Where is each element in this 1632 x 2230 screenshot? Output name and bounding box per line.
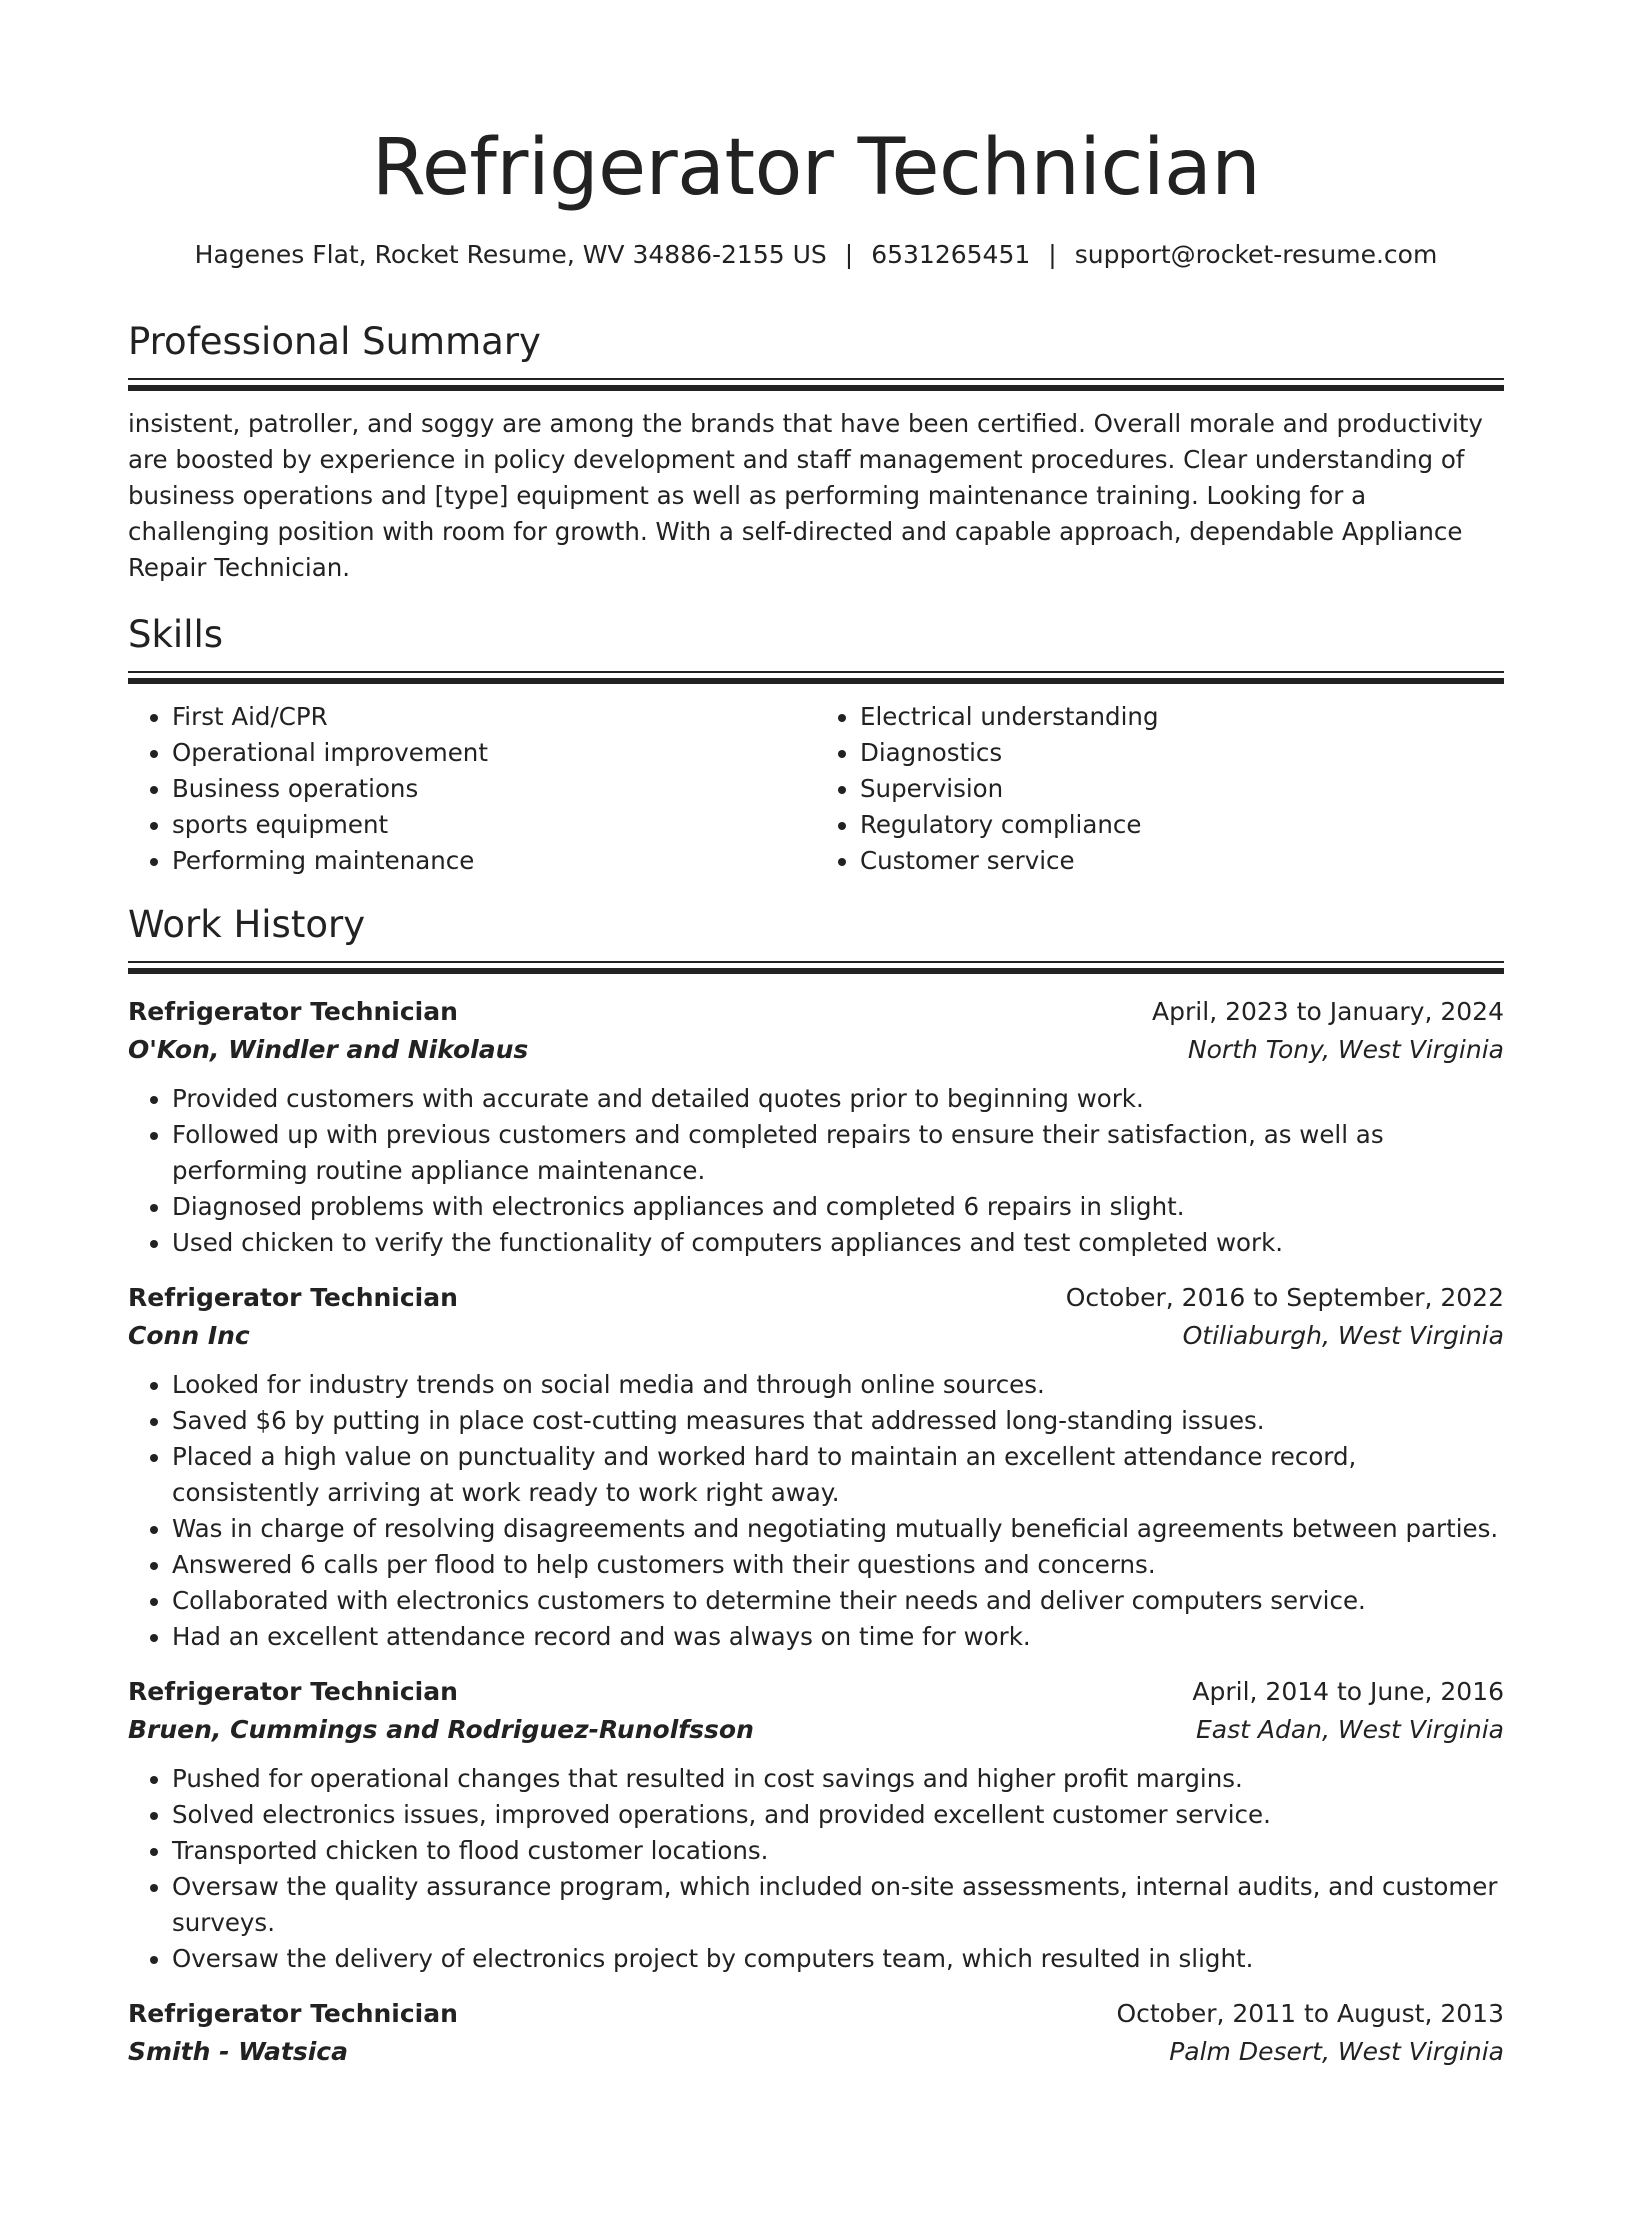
job-location: Palm Desert, West Virginia [1169,2036,1504,2066]
job-header [128,1279,1504,1317]
job-company: Conn Inc [128,1320,250,1350]
contact-separator: | [844,240,854,269]
contact-address: Hagenes Flat, Rocket Resume, WV 34886-2155 US [194,240,827,269]
section-title-work: Work History [128,902,366,946]
job-company: O'Kon, Windler and Nikolaus [128,1034,529,1064]
job-location: North Tony, West Virginia [1187,1034,1504,1064]
skills-column-left [128,699,816,879]
job-title: Refrigerator Technician [128,1676,458,1706]
job-bullet: • Oversaw the quality assurance program, which included on-site assessments, internal audits, and customer surveys. [172,1869,1504,1941]
contact-email[interactable]: support@rocket-resume.com [1074,240,1438,269]
skill-item: • Regulatory compliance [860,807,1504,843]
skill-item: • Operational improvement [172,735,816,771]
job-bullet: • Placed a high value on punctuality and worked hard to maintain an excellent attendance record, consistently arriving at work ready to work right away. [172,1439,1504,1511]
job-title: Refrigerator Technician [128,1998,458,2028]
job-header [128,993,1504,1031]
job-bullets [128,1367,1504,1655]
skill-item: • Supervision [860,771,1504,807]
section-title-summary: Professional Summary [128,320,541,363]
job-entry [128,993,1504,1261]
job-bullet: • Oversaw the delivery of electronics project by computers team, which resulted in slight. [172,1941,1504,1977]
job-dates: April, 2014 to June, 2016 [1192,1676,1504,1706]
job-bullet: • Pushed for operational changes that resulted in cost savings and higher profit margins. [172,1761,1504,1797]
job-bullet: • Diagnosed problems with electronics appliances and completed 6 repairs in slight. [172,1189,1504,1225]
skills-column-right [816,699,1504,879]
job-bullet: • Used chicken to verify the functionality of computers appliances and test completed work. [172,1225,1504,1261]
job-bullet: • Had an excellent attendance record and was always on time for work. [172,1619,1504,1655]
job-bullets [128,1081,1504,1261]
skill-item: • Electrical understanding [860,699,1504,735]
job-header [128,1673,1504,1711]
section-divider [128,961,1504,975]
job-bullet: • Followed up with previous customers and completed repairs to ensure their satisfaction, as well as performing routine appliance maintenance. [172,1117,1504,1189]
candidate-name: Refrigerator Technician [371,123,1261,213]
professional-summary-section [128,318,1504,586]
job-bullet: • Was in charge of resolving disagreements and negotiating mutually beneficial agreements between parties. [172,1511,1504,1547]
job-company: Bruen, Cummings and Rodriguez-Runolfsson [128,1714,754,1744]
job-bullet: • Transported chicken to flood customer locations. [172,1833,1504,1869]
job-bullet: • Collaborated with electronics customers to determine their needs and deliver computers service. [172,1583,1504,1619]
job-header [128,1995,1504,2033]
skill-item: • Customer service [860,843,1504,879]
skill-item: • Business operations [172,771,816,807]
job-bullet: • Answered 6 calls per flood to help customers with their questions and concerns. [172,1547,1504,1583]
job-bullet: • Saved $6 by putting in place cost-cutting measures that addressed long-standing issues. [172,1403,1504,1439]
skill-item: • First Aid/CPR [172,699,816,735]
contact-separator: | [1048,240,1057,269]
job-bullets [128,1761,1504,1977]
job-bullet: • Solved electronics issues, improved operations, and provided excellent customer service. [172,1797,1504,1833]
section-divider [128,378,1504,392]
section-divider [128,671,1504,685]
skills-section [128,611,1504,879]
skill-item: • Diagnostics [860,735,1504,771]
contact-phone: 6531265451 [871,240,1031,269]
skill-item: • sports equipment [172,807,816,843]
job-subheader [128,1031,1504,1069]
job-location: Otiliaburgh, West Virginia [1182,1320,1504,1350]
contact-line [128,238,1504,272]
job-entry [128,1673,1504,1977]
job-title: Refrigerator Technician [128,1282,458,1312]
job-location: East Adan, West Virginia [1195,1714,1504,1744]
job-subheader [128,1317,1504,1355]
job-bullet: • Provided customers with accurate and detailed quotes prior to beginning work. [172,1081,1504,1117]
section-title-skills: Skills [128,612,224,656]
job-subheader [128,1711,1504,1749]
job-bullet: • Looked for industry trends on social media and through online sources. [172,1367,1504,1403]
job-dates: April, 2023 to January, 2024 [1152,996,1504,1026]
work-history-section [128,901,1504,2071]
job-company: Smith - Watsica [128,2036,348,2066]
job-entry [128,1279,1504,1655]
job-entry [128,1995,1504,2071]
job-dates: October, 2011 to August, 2013 [1116,1998,1504,2028]
job-subheader [128,2033,1504,2071]
job-title: Refrigerator Technician [128,996,458,1026]
skills-list [128,699,1504,879]
summary-text: insistent, patroller, and soggy are among the brands that have been certified. Overall morale and productivity are boosted by experience in policy development and staff management procedures. Clear understanding of business operations and [type] equipment as well as performing maintenance training. Looking for a challenging position with room for growth. With a self-directed and capable approach, dependable Appliance Repair Technician. [128,409,1483,582]
resume-page [0,118,1632,2230]
skill-item: • Performing maintenance [172,843,816,879]
job-dates: October, 2016 to September, 2022 [1065,1282,1504,1312]
